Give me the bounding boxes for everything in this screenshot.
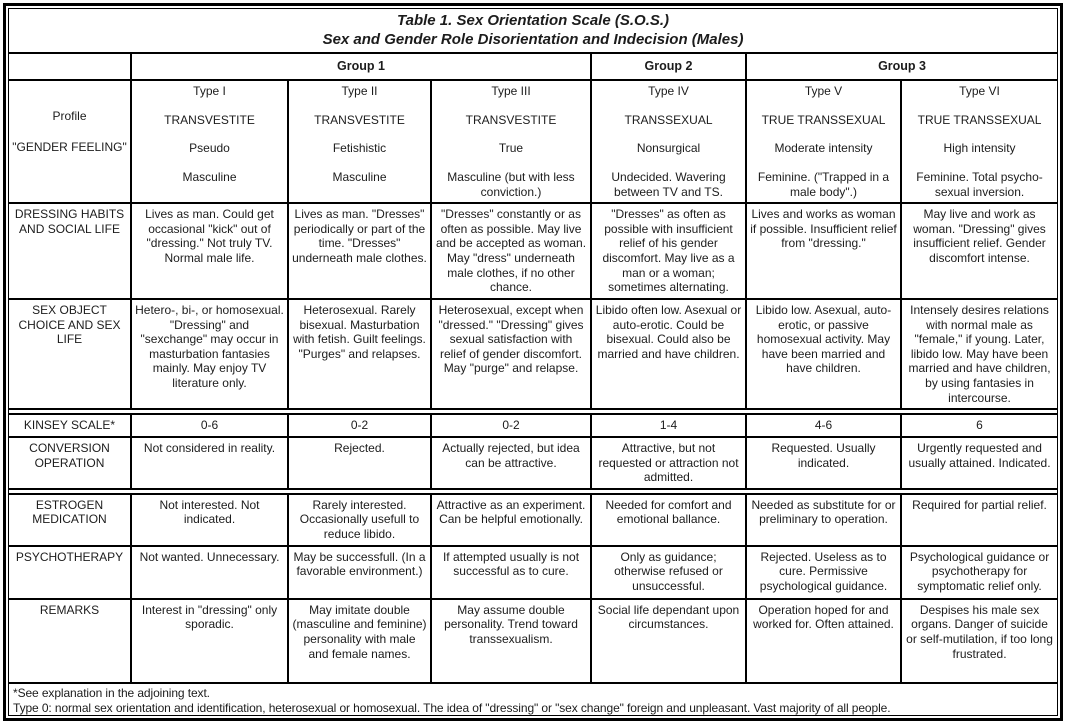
estrogen-row — [9, 491, 1057, 545]
remarks-type-1: Interest in "dressing" only sporadic. — [131, 599, 288, 683]
type4-name: TRANSSEXUAL — [624, 112, 713, 127]
footnote-line1: *See explanation in the adjoining text. — [13, 685, 210, 700]
type2-gender: Masculine — [332, 169, 387, 184]
conversion-type-3: Actually rejected, but idea can be attractive. — [431, 437, 591, 491]
sexlife-row — [9, 299, 1057, 412]
conversion-row — [9, 437, 1057, 491]
table-title-line1: Table 1. Sex Orientation Scale (S.O.S.) — [397, 12, 670, 30]
dressing-type-1: Lives as man. Could get occasional "kick" out of "dressing." Not truly TV. Normal male life. — [131, 203, 288, 299]
conversion-type-2: Rejected. — [288, 437, 431, 491]
profile-type-6 — [901, 80, 1057, 203]
psychotherapy-type-1: Not wanted. Unnecessary. — [131, 546, 288, 599]
dressing-row — [9, 203, 1057, 299]
profile-type-1 — [131, 80, 288, 203]
type4-gender: Undecided. Wavering between TV and TS. — [611, 169, 726, 199]
footnote-line2: Type 0: normal sex orientation and identification, heterosexual or homosexual. The idea of "dressing" or "sex change" foreign and unpleasant. Vast majority of all people. — [13, 701, 891, 716]
row-label-estrogen: ESTROGEN MEDICATION — [9, 491, 131, 545]
sexlife-type-4: Libido often low. Asexual or auto-erotic. Could be bisexual. Could also be married and have children. — [591, 299, 746, 412]
group1-header: Group 1 — [131, 53, 591, 80]
estrogen-type-5: Needed as substitute for or preliminary to operation. — [746, 491, 901, 545]
psychotherapy-type-4: Only as guidance; otherwise refused or unsuccessful. — [591, 546, 746, 599]
estrogen-type-2: Rarely interested. Occasionally usefull to reduce libido. — [288, 491, 431, 545]
profile-label-line2: "GENDER FEELING" — [12, 139, 127, 154]
profile-type-2 — [288, 80, 431, 203]
group2-header: Group 2 — [591, 53, 746, 80]
type6-subtype: High intensity — [943, 141, 1016, 156]
row-label-remarks: REMARKS — [9, 599, 131, 683]
kinsey-type-1: 0-6 — [131, 412, 288, 437]
type3-heading: Type III — [491, 84, 531, 98]
type6-gender: Feminine. Total psycho-sexual inversion. — [916, 169, 1043, 199]
dressing-type-6: May live and work as woman. "Dressing" gives insufficient relief. Gender discomfort intense. — [901, 203, 1057, 299]
remarks-type-5: Operation hoped for and worked for. Often attained. — [746, 599, 901, 683]
row-label-psychotherapy: PSYCHOTHERAPY — [9, 546, 131, 599]
type1-name: TRANSVESTITE — [164, 112, 255, 127]
psychotherapy-type-5: Rejected. Useless as to cure. Permissive psychological guidance. — [746, 546, 901, 599]
estrogen-type-4: Needed for comfort and emotional ballance. — [591, 491, 746, 545]
group3-header: Group 3 — [746, 53, 1057, 80]
row-label-dressing: DRESSING HABITS AND SOCIAL LIFE — [9, 203, 131, 299]
profile-label-line1: Profile — [52, 109, 87, 123]
table-title-line2: Sex and Gender Role Disorientation and Indecision (Males) — [322, 30, 744, 48]
dressing-type-3: "Dresses" constantly or as often as possible. May live and be accepted as woman. May "dress" underneath male clothes, if no other chance. — [431, 203, 591, 299]
remarks-type-3: May assume double personality. Trend toward transsexualism. — [431, 599, 591, 683]
profile-type-3 — [431, 80, 591, 203]
estrogen-type-6: Required for partial relief. — [901, 491, 1057, 545]
sexlife-type-2: Heterosexual. Rarely bisexual. Masturbation with fetish. Guilt feelings. "Purges" and relapses. — [288, 299, 431, 412]
type5-gender: Feminine. ("Trapped in a male body".) — [757, 169, 890, 199]
kinsey-type-5: 4-6 — [746, 412, 901, 437]
type2-subtype: Fetishistic — [332, 141, 387, 156]
dressing-type-5: Lives and works as woman if possible. Insufficient relief from "dressing." — [746, 203, 901, 299]
kinsey-row — [9, 412, 1057, 437]
kinsey-type-2: 0-2 — [288, 412, 431, 437]
group-header-row — [9, 53, 1057, 80]
title-row — [9, 9, 1057, 53]
type1-gender: Masculine — [182, 169, 237, 184]
sexlife-type-3: Heterosexual, except when "dressed." "Dressing" gives sexual satisfaction with relief of gender discomfort. May "purge" and relapse. — [431, 299, 591, 412]
kinsey-type-3: 0-2 — [431, 412, 591, 437]
type3-name: TRANSVESTITE — [465, 112, 557, 127]
sexlife-type-6: Intensely desires relations with normal male as "female," if young. Later, libido low. May have been married and have children, by using fantasies in intercourse. — [901, 299, 1057, 412]
kinsey-type-6: 6 — [901, 412, 1057, 437]
sexlife-type-5: Libido low. Asexual, auto-erotic, or passive homosexual activity. May have been married and have children. — [746, 299, 901, 412]
type1-subtype: Pseudo — [189, 141, 230, 156]
conversion-type-6: Urgently requested and usually attained. Indicated. — [901, 437, 1057, 491]
footnote-row — [9, 683, 1057, 716]
type5-heading: Type V — [804, 84, 843, 98]
type1-heading: Type I — [193, 84, 226, 98]
estrogen-type-3: Attractive as an experiment. Can be helpful emotionally. — [431, 491, 591, 545]
remarks-type-6: Despises his male sex organs. Danger of suicide or self-mutilation, if too long frustrated. — [901, 599, 1057, 683]
conversion-type-4: Attractive, but not requested or attraction not admitted. — [591, 437, 746, 491]
psychotherapy-type-2: May be successfull. (In a favorable environment.) — [288, 546, 431, 599]
table-inner-frame — [8, 8, 1058, 716]
kinsey-type-4: 1-4 — [591, 412, 746, 437]
sexlife-type-1: Hetero-, bi-, or homosexual. "Dressing" and "sexchange" may occur in masturbation fantasies mainly. May enjoy TV literature only. — [131, 299, 288, 412]
remarks-type-4: Social life dependant upon circumstances. — [591, 599, 746, 683]
table-outer-frame — [3, 3, 1063, 721]
row-label-conversion: CONVERSION OPERATION — [9, 437, 131, 491]
type2-heading: Type II — [341, 84, 378, 98]
row-label-sexlife: SEX OBJECT CHOICE AND SEX LIFE — [9, 299, 131, 412]
type2-name: TRANSVESTITE — [314, 112, 405, 127]
type4-subtype: Nonsurgical — [636, 141, 701, 156]
dressing-type-4: "Dresses" as often as possible with insufficient relief of his gender discomfort. May live as a man or a woman; sometimes alternating. — [591, 203, 746, 299]
row-label-kinsey: KINSEY SCALE* — [9, 412, 131, 437]
profile-row — [9, 80, 1057, 203]
type4-heading: Type IV — [648, 84, 689, 98]
psychotherapy-type-6: Psychological guidance or psychotherapy for symptomatic relief only. — [901, 546, 1057, 599]
conversion-type-5: Requested. Usually indicated. — [746, 437, 901, 491]
type5-name: TRUE TRANSSEXUAL — [761, 112, 886, 127]
type3-subtype: True — [498, 141, 524, 156]
psychotherapy-row — [9, 546, 1057, 599]
remarks-row — [9, 599, 1057, 683]
dressing-type-2: Lives as man. "Dresses" periodically or part of the time. "Dresses" underneath male clothes. — [288, 203, 431, 299]
type6-name: TRUE TRANSSEXUAL — [917, 112, 1042, 127]
table-title-cell — [9, 9, 1057, 53]
profile-type-5 — [746, 80, 901, 203]
type6-heading: Type VI — [959, 84, 1000, 98]
conversion-type-1: Not considered in reality. — [131, 437, 288, 491]
sos-table — [9, 9, 1057, 716]
footnote-cell — [9, 683, 1057, 716]
type3-gender: Masculine (but with less conviction.) — [447, 169, 575, 199]
type5-subtype: Moderate intensity — [774, 141, 873, 156]
remarks-type-2: May imitate double (masculine and feminine) personality with male and female names. — [288, 599, 431, 683]
estrogen-type-1: Not interested. Not indicated. — [131, 491, 288, 545]
psychotherapy-type-3: If attempted usually is not successful as to cure. — [431, 546, 591, 599]
row-label-profile — [9, 80, 131, 203]
profile-type-4 — [591, 80, 746, 203]
corner-cell — [9, 53, 131, 80]
